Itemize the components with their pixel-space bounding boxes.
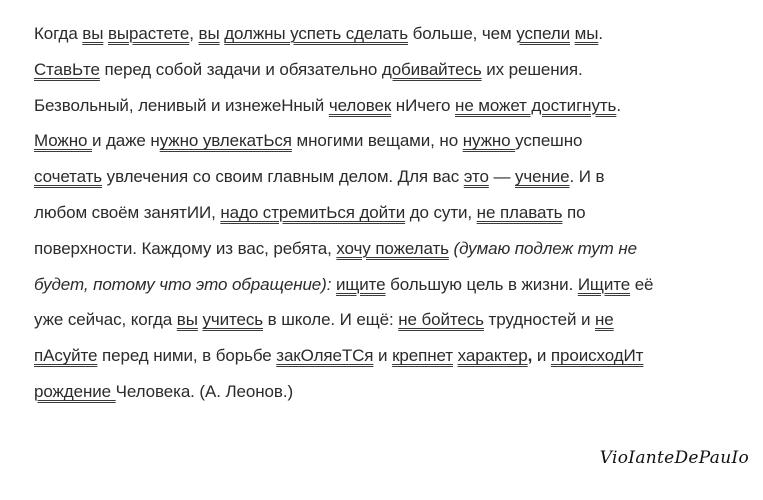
underlined-word: мы bbox=[574, 24, 599, 43]
text-segment: трудностей и bbox=[483, 310, 595, 330]
text-segment: в школе. И ещё: bbox=[263, 310, 399, 330]
text-line bbox=[34, 88, 754, 124]
text-segment: увлечения со своим главным делом. Для вас bbox=[102, 167, 464, 187]
text-segment: . bbox=[598, 24, 603, 43]
text-segment: по bbox=[562, 202, 586, 222]
underlined-word: сочетать bbox=[34, 167, 103, 187]
text-segment: — bbox=[488, 167, 515, 187]
text-segment: их решения. bbox=[481, 59, 583, 79]
text-segment: большую цель в жизни. bbox=[385, 274, 578, 294]
text-segment: . bbox=[616, 95, 621, 115]
text-segment: уже сейчас, когда bbox=[34, 310, 177, 330]
underlined-word: вырастете bbox=[107, 24, 190, 43]
underlined-word: вы bbox=[198, 24, 220, 43]
text-segment: (думаю подлеж тут не bbox=[448, 238, 637, 258]
underlined-word: вы bbox=[176, 310, 198, 330]
underlined-word: добивайтесь bbox=[381, 59, 482, 79]
text-segment: Человека. (А. Леонов.) bbox=[115, 381, 294, 401]
underlined-word: вы bbox=[82, 24, 104, 43]
text-segment: , bbox=[189, 24, 199, 43]
underlined-word: ужно увлекатЬся bbox=[159, 131, 292, 151]
underlined-word: закОляеТСя bbox=[276, 346, 374, 366]
text-segment: до сути, bbox=[405, 202, 477, 222]
text-line bbox=[34, 231, 754, 267]
underlined-word: хочу пожелать bbox=[336, 238, 449, 258]
underlined-word: Можно bbox=[34, 131, 92, 151]
text-line bbox=[34, 338, 754, 374]
underlined-word: это bbox=[463, 167, 489, 187]
underlined-word: учитесь bbox=[202, 310, 264, 330]
underlined-word: человек bbox=[328, 95, 392, 115]
underlined-word: не плавать bbox=[476, 202, 563, 222]
underlined-word: пАсуйте bbox=[34, 346, 98, 366]
text-segment: . И в bbox=[569, 167, 605, 187]
underlined-word: успели bbox=[516, 24, 570, 43]
text-segment: многими вещами, но bbox=[291, 131, 463, 151]
text-line bbox=[34, 195, 754, 231]
text-line bbox=[34, 52, 754, 88]
text-segment: перед собой задачи и обязательно bbox=[99, 59, 382, 79]
text-segment: нИчего bbox=[391, 95, 456, 115]
text-segment: её bbox=[630, 274, 654, 294]
underlined-word: нужно bbox=[462, 131, 516, 151]
underlined-word: надо стремитЬся дойти bbox=[220, 202, 406, 222]
underlined-word: ищите bbox=[335, 274, 386, 294]
underlined-word: СтавЬте bbox=[34, 59, 100, 79]
text-segment: , bbox=[527, 346, 533, 366]
text-segment: будет, потому что это обращение): bbox=[34, 274, 332, 294]
underlined-word: происходИт bbox=[550, 346, 644, 366]
underlined-word: характер bbox=[457, 346, 528, 366]
text-line bbox=[34, 16, 754, 52]
text-segment: перед ними, в борьбе bbox=[97, 346, 277, 366]
underlined-word: учение bbox=[514, 167, 570, 187]
underlined-word: Ищите bbox=[577, 274, 631, 294]
text-segment: и bbox=[373, 346, 393, 366]
text-segment: успешно bbox=[515, 131, 583, 151]
text-line bbox=[34, 267, 754, 303]
underlined-word: должны успеть сделать bbox=[224, 24, 408, 43]
signature: VioIanteDePauIo bbox=[599, 448, 749, 468]
text-segment: и bbox=[532, 346, 551, 366]
underlined-word: крепнет bbox=[392, 346, 453, 366]
underlined-word: не bbox=[595, 310, 614, 330]
text-line bbox=[34, 374, 754, 410]
text-segment: поверхности. Каждому из вас, ребята, bbox=[34, 238, 337, 258]
text-line bbox=[34, 302, 754, 338]
text-segment: больше, чем bbox=[407, 24, 517, 43]
underlined-word: не бойтесь bbox=[398, 310, 484, 330]
underlined-word: не может достигнуть bbox=[455, 95, 617, 115]
text-segment: Безвольный, ленивый и изнежеНный bbox=[34, 95, 329, 115]
underlined-word: рождение bbox=[34, 381, 116, 401]
text-line bbox=[34, 123, 754, 159]
text-segment: и даже н bbox=[91, 131, 160, 151]
text-segment: любом своём занятИИ, bbox=[34, 202, 221, 222]
text-segment: Когда bbox=[34, 24, 83, 43]
text-line bbox=[34, 159, 754, 195]
document-body bbox=[34, 16, 754, 410]
